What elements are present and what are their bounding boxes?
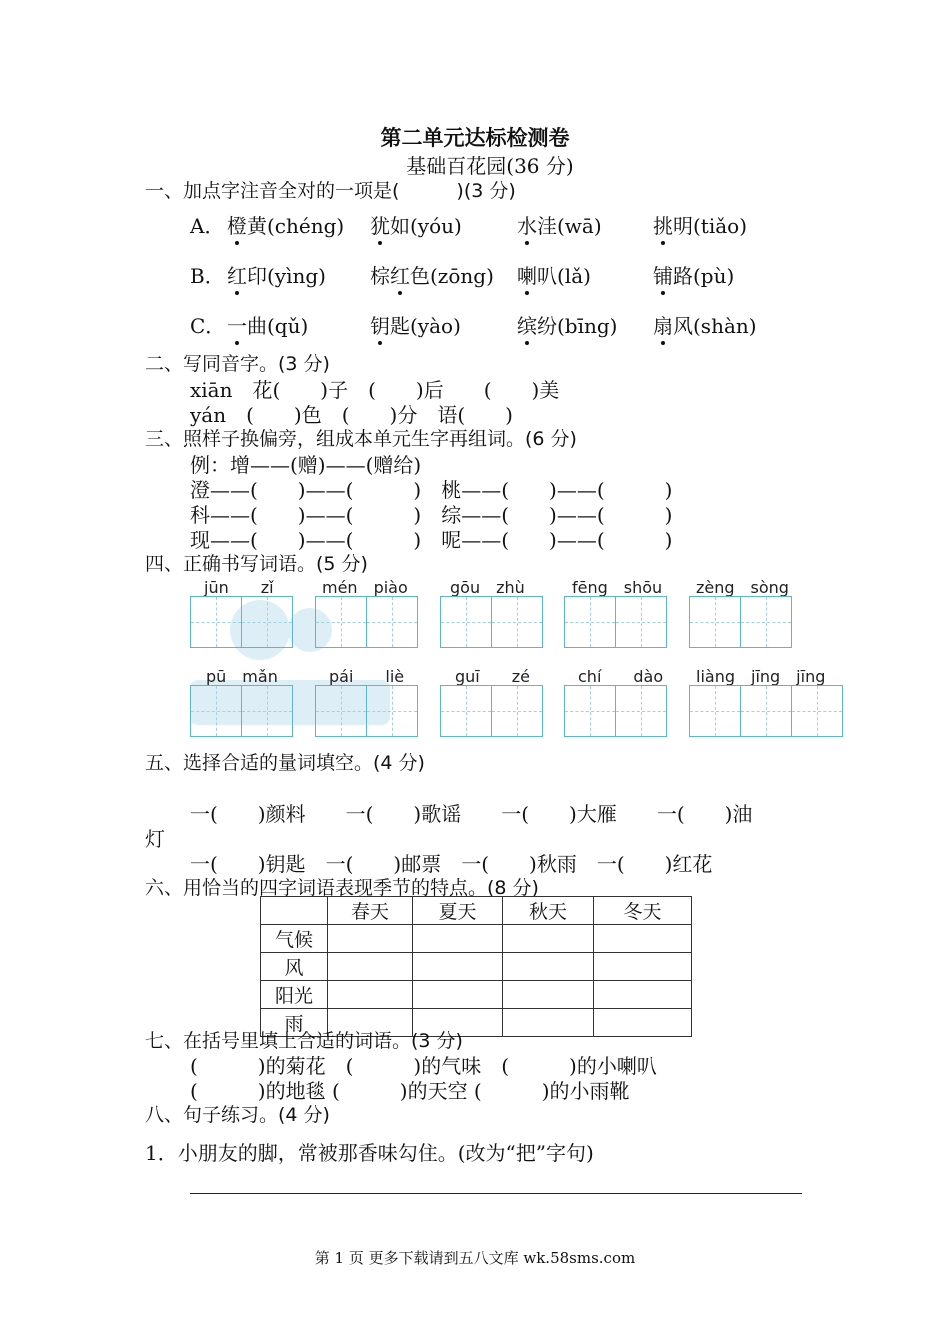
- table-cell[interactable]: [503, 925, 594, 953]
- pinyin-label: pái liè: [329, 667, 405, 686]
- option-word: [517, 310, 618, 339]
- section-3-row: 现——( )——( ) 呢——( )——( ): [190, 528, 673, 552]
- section-5-line-1-wrap: 灯: [145, 827, 165, 851]
- option-pinyin: 纷(bīng): [537, 314, 618, 338]
- option-pinyin: 如(yóu): [390, 214, 462, 238]
- section-7-heading: 七、在括号里填上合适的词语。(3 分): [145, 1030, 463, 1052]
- option-pinyin: 曲(qǔ): [247, 314, 309, 338]
- table-cell[interactable]: [594, 981, 692, 1009]
- table-header-cell: 秋天: [503, 897, 594, 925]
- grid-cell[interactable]: [440, 596, 492, 648]
- table-cell[interactable]: [328, 981, 413, 1009]
- grid-cell[interactable]: [315, 596, 367, 648]
- pinyin-label: guī zé: [455, 667, 530, 686]
- dotted-character: 棕红色: [370, 260, 430, 289]
- option-pinyin: 风(shàn): [673, 314, 757, 338]
- option-pinyin: 匙(yào): [390, 314, 461, 338]
- section-7-line-1: ( )的菊花 ( )的气味 ( )的小喇叭: [190, 1054, 657, 1078]
- table-row-label: 阳光: [261, 981, 328, 1009]
- pinyin-label: chí dào: [578, 667, 664, 686]
- table-cell[interactable]: [503, 981, 594, 1009]
- option-word: [653, 210, 747, 239]
- dotted-character: 挑: [653, 210, 673, 239]
- table-row-label: 风: [261, 953, 328, 981]
- writing-grid[interactable]: [315, 685, 417, 737]
- writing-grid[interactable]: [315, 596, 417, 648]
- table-cell[interactable]: [503, 1009, 594, 1037]
- option-label[interactable]: A．: [190, 214, 225, 238]
- grid-cell[interactable]: [564, 596, 616, 648]
- grid-cell[interactable]: [190, 596, 242, 648]
- section-5-line-2: 一( )钥匙 一( )邮票 一( )秋雨 一( )红花: [190, 852, 713, 876]
- section-2-line-2: yán ( )色 ( )分 语( ): [190, 403, 513, 427]
- writing-grid[interactable]: [689, 596, 791, 648]
- writing-grid[interactable]: [440, 596, 542, 648]
- answer-line[interactable]: [190, 1193, 802, 1194]
- writing-grid[interactable]: [564, 596, 666, 648]
- section-7-line-2: ( )的地毯 ( )的天空 ( )的小雨靴: [190, 1079, 630, 1103]
- grid-cell[interactable]: [689, 685, 741, 737]
- grid-cell[interactable]: [241, 596, 293, 648]
- table-cell[interactable]: [328, 953, 413, 981]
- dotted-character: 喇: [517, 260, 537, 289]
- dotted-character: 一: [227, 310, 247, 339]
- option-pinyin: 黄(chéng): [247, 214, 345, 238]
- table-cell[interactable]: [503, 953, 594, 981]
- grid-cell[interactable]: [491, 596, 543, 648]
- table-header-cell: 冬天: [594, 897, 692, 925]
- option-word: [227, 210, 344, 239]
- option-word: [370, 210, 462, 239]
- section-3-heading: 三、照样子换偏旁，组成本单元生字再组词。(6 分): [145, 428, 577, 450]
- table-row-label: 气候: [261, 925, 328, 953]
- table-cell[interactable]: [413, 953, 503, 981]
- writing-grid[interactable]: [440, 685, 542, 737]
- table-row-label: 雨: [261, 1009, 328, 1037]
- writing-grid[interactable]: [564, 685, 666, 737]
- writing-grid[interactable]: [190, 685, 292, 737]
- option-word: [653, 260, 734, 289]
- section-2-line-1: xiān 花( )子 ( )后 ( )美: [190, 378, 560, 402]
- dotted-character: 红: [227, 260, 247, 289]
- option-pinyin: 洼(wā): [537, 214, 602, 238]
- option-label[interactable]: C．: [190, 314, 226, 338]
- pinyin-label: gōu zhù: [450, 578, 525, 597]
- option-word: [653, 310, 757, 339]
- table-header-cell: [261, 897, 328, 925]
- grid-cell[interactable]: [740, 596, 792, 648]
- option-word: [227, 310, 308, 339]
- writing-grid[interactable]: [190, 596, 292, 648]
- option-pinyin: 路(pù): [673, 264, 735, 288]
- table-cell[interactable]: [413, 925, 503, 953]
- pinyin-label: jūn zǐ: [204, 578, 274, 597]
- season-table: [260, 896, 692, 1037]
- option-word: [370, 260, 494, 289]
- section-5-line-1: 一( )颜料 一( )歌谣 一( )大雁 一( )油: [190, 802, 753, 826]
- section-3-example: 例：增——(赠)——(赠给): [190, 453, 422, 477]
- grid-cell[interactable]: [440, 685, 492, 737]
- section-2-heading: 二、写同音字。(3 分): [145, 353, 330, 375]
- option-pinyin: 印(yìng): [247, 264, 326, 288]
- grid-cell[interactable]: [615, 596, 667, 648]
- grid-cell[interactable]: [564, 685, 616, 737]
- section-1-heading: 一、加点字注音全对的一项是( )(3 分): [145, 180, 516, 202]
- dotted-character: 钥: [370, 310, 390, 339]
- grid-cell[interactable]: [190, 685, 242, 737]
- grid-cell[interactable]: [689, 596, 741, 648]
- table-header-cell: 春天: [328, 897, 413, 925]
- page-subtitle: 基础百花园(36 分): [406, 154, 574, 178]
- dotted-character: 扇: [653, 310, 673, 339]
- dotted-character: 缤: [517, 310, 537, 339]
- grid-cell[interactable]: [315, 685, 367, 737]
- table-cell[interactable]: [594, 1009, 692, 1037]
- section-5-heading: 五、选择合适的量词填空。(4 分): [145, 752, 425, 774]
- pinyin-label: fēng shōu: [572, 578, 663, 597]
- pinyin-label: zèng sòng: [696, 578, 789, 597]
- table-header-cell: 夏天: [413, 897, 503, 925]
- section-3-row: 澄——( )——( ) 桃——( )——( ): [190, 478, 673, 502]
- pinyin-label: pū mǎn: [206, 667, 278, 686]
- option-word: [370, 310, 461, 339]
- grid-cell[interactable]: [491, 685, 543, 737]
- grid-cell[interactable]: [366, 685, 418, 737]
- table-cell[interactable]: [413, 981, 503, 1009]
- dotted-character: 犹: [370, 210, 390, 239]
- table-cell[interactable]: [328, 925, 413, 953]
- grid-cell[interactable]: [366, 596, 418, 648]
- page-footer: 第 1 页 更多下载请到五八文库 wk.58sms.com: [314, 1249, 636, 1267]
- page-title: 第二单元达标检测卷: [380, 126, 570, 150]
- section-8-question-1: 1．小朋友的脚，常被那香味勾住。(改为“把”字句): [145, 1141, 594, 1165]
- section-3-row: 科——( )——( ) 综——( )——( ): [190, 503, 673, 527]
- pinyin-label: liàng jīng jīng: [696, 667, 826, 686]
- grid-cell[interactable]: [791, 685, 843, 737]
- option-word: [227, 260, 326, 289]
- pinyin-label: mén piào: [322, 578, 408, 597]
- grid-cell[interactable]: [615, 685, 667, 737]
- dotted-character: 水: [517, 210, 537, 239]
- option-word: [517, 210, 602, 239]
- grid-cell[interactable]: [740, 685, 792, 737]
- table-cell[interactable]: [594, 925, 692, 953]
- option-pinyin: (zōng): [430, 264, 494, 288]
- table-cell[interactable]: [594, 953, 692, 981]
- option-word: [517, 260, 591, 289]
- dotted-character: 橙: [227, 210, 247, 239]
- option-label[interactable]: B．: [190, 264, 225, 288]
- section-4-heading: 四、正确书写词语。(5 分): [145, 553, 368, 575]
- section-6-heading: 六、用恰当的四字词语表现季节的特点。(8 分): [145, 877, 539, 899]
- option-pinyin: 明(tiǎo): [673, 214, 748, 238]
- writing-grid[interactable]: [689, 685, 842, 737]
- option-pinyin: 叭(lǎ): [537, 264, 591, 288]
- grid-cell[interactable]: [241, 685, 293, 737]
- dotted-character: 铺: [653, 260, 673, 289]
- section-8-heading: 八、句子练习。(4 分): [145, 1104, 330, 1126]
